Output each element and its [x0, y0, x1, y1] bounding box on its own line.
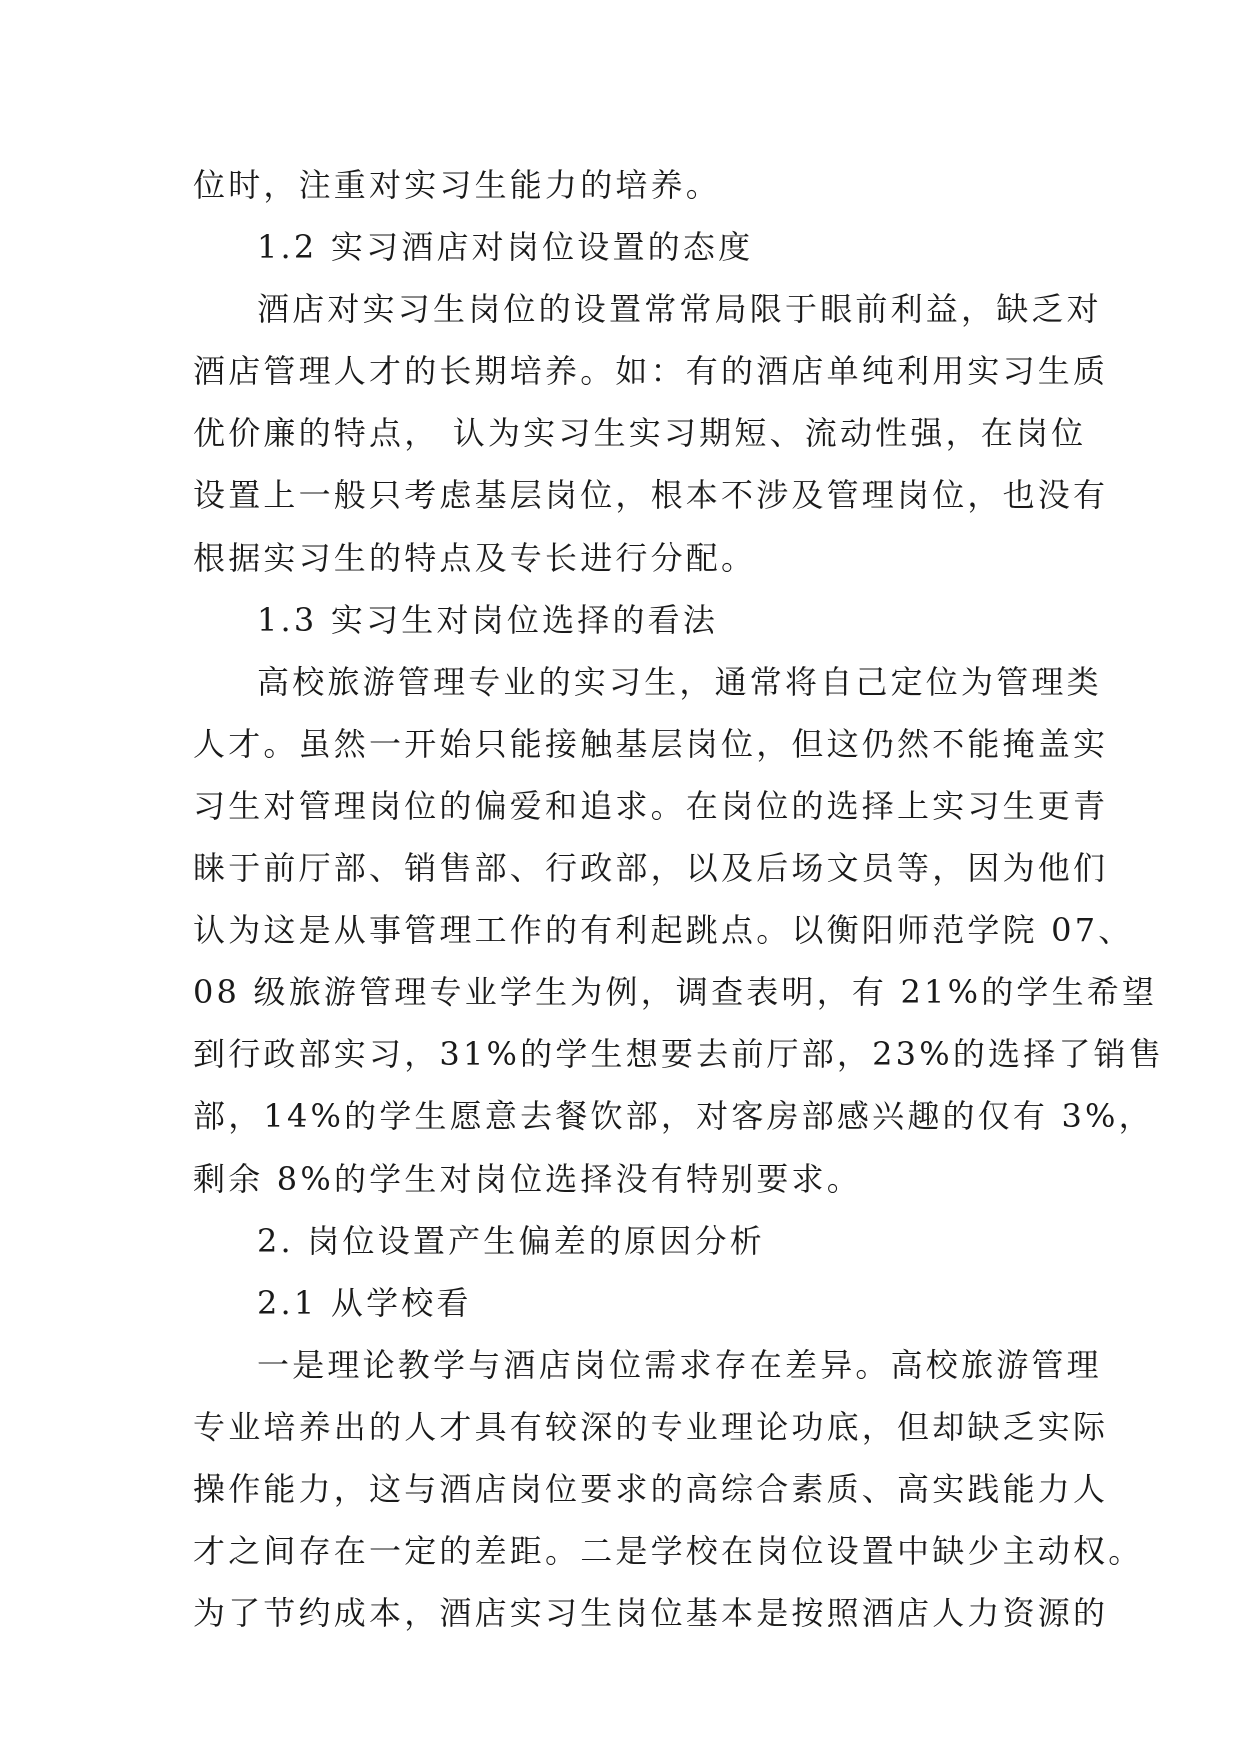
text-line: 设置上一般只考虑基层岗位，根本不涉及管理岗位，也没有: [193, 476, 1109, 515]
text-line: 1.3 实习生对岗位选择的看法: [257, 600, 719, 639]
text-line: 才之间存在一定的差距。二是学校在岗位设置中缺少主动权。: [193, 1532, 1144, 1571]
text-line: 酒店对实习生岗位的设置常常局限于眼前利益，缺乏对: [257, 290, 1102, 329]
text-line: 操作能力，这与酒店岗位要求的高综合素质、高实践能力人: [193, 1469, 1109, 1508]
text-line: 位时，注重对实习生能力的培养。: [193, 166, 722, 204]
text-line: 08 级旅游管理专业学生为例，调查表明，有 21%的学生希望: [193, 973, 1158, 1012]
text-line: 1.2 实习酒店对岗位设置的态度: [257, 228, 754, 267]
text-line: 优价廉的特点， 认为实习生实习期短、流动性强，在岗位: [193, 414, 1087, 453]
text-line: 一是理论教学与酒店岗位需求存在差异。高校旅游管理: [257, 1345, 1102, 1384]
text-line: 人才。虽然一开始只能接触基层岗位，但这仍然不能掩盖实: [193, 724, 1109, 763]
text-line: 习生对管理岗位的偏爱和追求。在岗位的选择上实习生更青: [193, 786, 1109, 825]
text-line: 睐于前厅部、销售部、行政部，以及后场文员等，因为他们: [193, 849, 1109, 888]
text-line: 2. 岗位设置产生偏差的原因分析: [257, 1221, 765, 1260]
text-line: 根据实习生的特点及专长进行分配。: [193, 538, 757, 577]
text-line: 部，14%的学生愿意去餐饮部，对客房部感兴趣的仅有 3%，: [193, 1097, 1154, 1136]
text-line: 高校旅游管理专业的实习生，通常将自己定位为管理类: [257, 662, 1102, 701]
text-line: 2.1 从学校看: [257, 1283, 472, 1322]
document-body: [193, 154, 1165, 1644]
text-line: 到行政部实习，31%的学生想要去前厅部，23%的选择了销售: [193, 1035, 1165, 1074]
text-line: 为了节约成本，酒店实习生岗位基本是按照酒店人力资源的: [193, 1594, 1109, 1633]
text-line: 专业培养出的人才具有较深的专业理论功底，但却缺乏实际: [193, 1407, 1109, 1446]
text-line: 认为这是从事管理工作的有利起跳点。以衡阳师范学院 07、: [193, 911, 1134, 950]
text-line: 剩余 8%的学生对岗位选择没有特别要求。: [193, 1159, 862, 1198]
text-line: 酒店管理人才的长期培养。如：有的酒店单纯利用实习生质: [193, 352, 1109, 391]
